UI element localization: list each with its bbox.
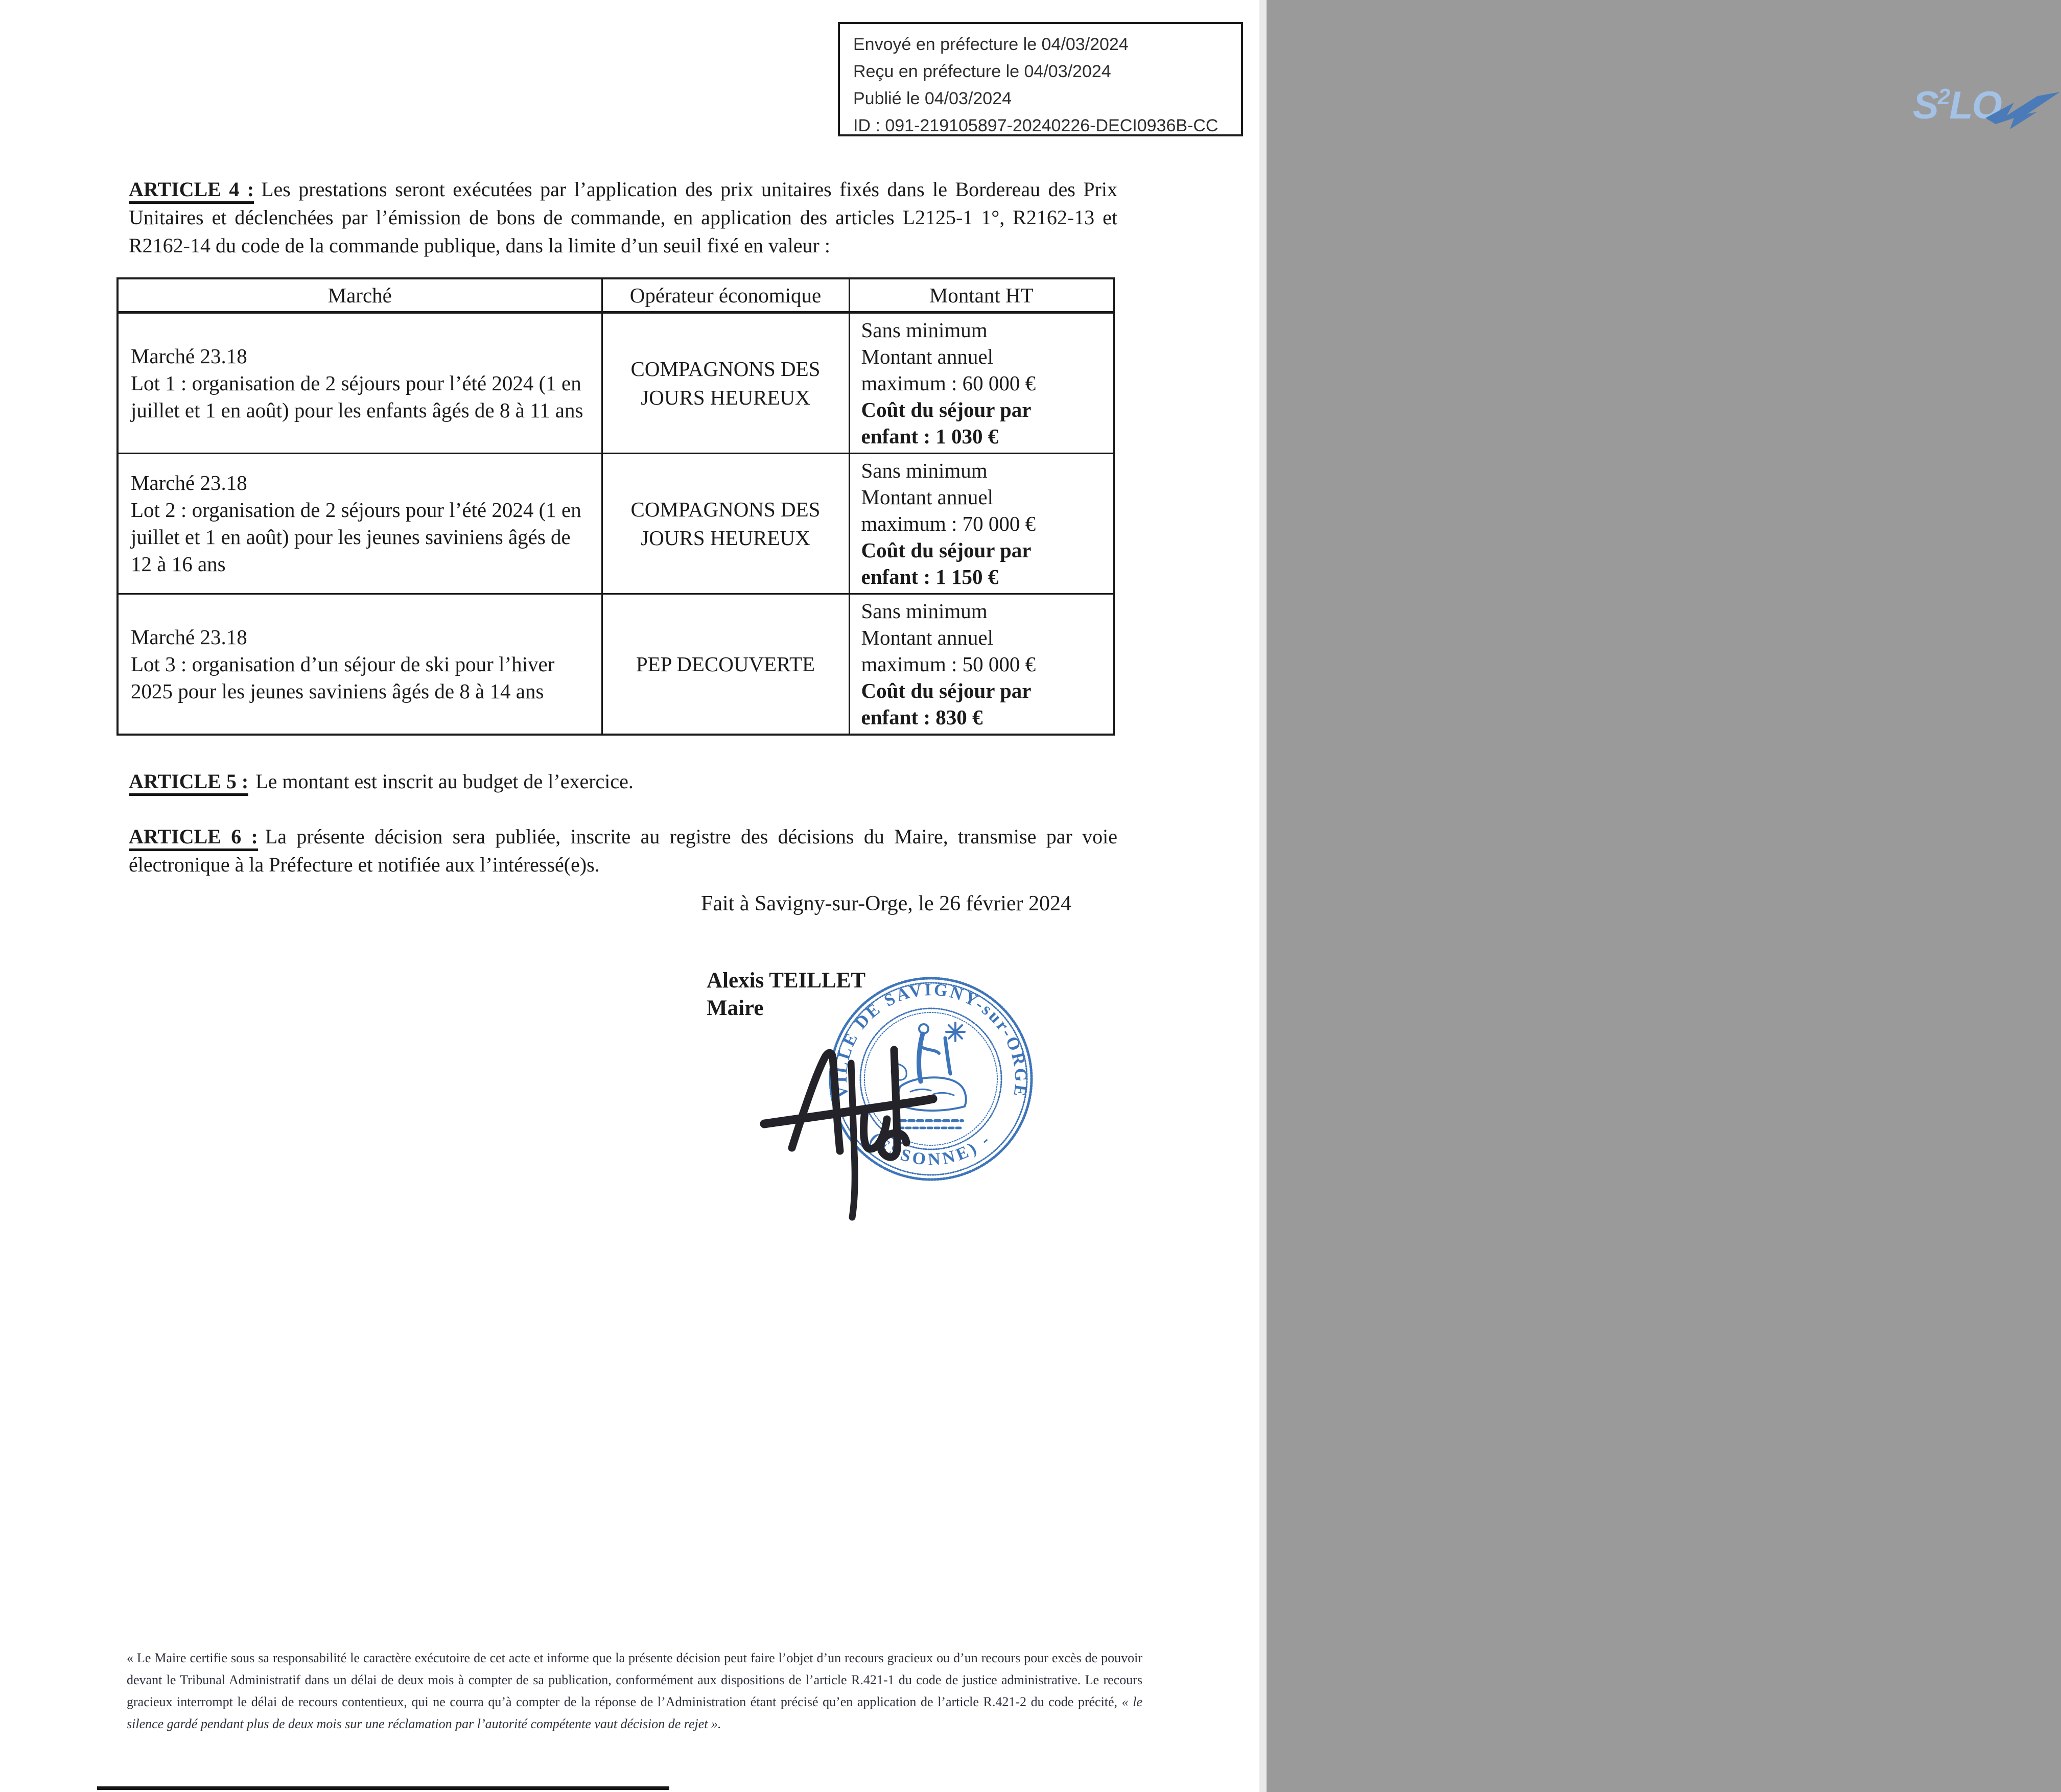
montant-line: maximum : 70 000 €: [861, 512, 1036, 535]
place-date-line: Fait à Savigny-sur-Orge, le 26 février 2024: [701, 892, 1072, 915]
table-row: [118, 313, 1114, 454]
montant-line-bold: enfant : 1 030 €: [861, 425, 999, 448]
marche-desc: Lot 3 : organisation d’un séjour de ski pour l’hiver 2025 pour les jeunes saviniens âgés de 8 à 14 ans: [131, 652, 555, 703]
signature: [760, 1014, 936, 1221]
table-row: [118, 594, 1114, 735]
scan-artifact-line: [97, 1786, 669, 1790]
article-5-label: ARTICLE 5 :: [129, 770, 248, 796]
article-4: [129, 175, 1117, 260]
article-5-text: Le montant est inscrit au budget de l’exercice.: [255, 770, 634, 793]
marche-desc: Lot 1 : organisation de 2 séjours pour l’été 2024 (1 en juillet et 1 en août) pour les enfants âgés de 8 à 11 ans: [131, 371, 583, 422]
seal-ring-text-bottom: (ESSONNE) -: [866, 1129, 996, 1170]
article-4-text: Les prestations seront exécutées par l’application des prix unitaires fixés dans le Bordereau des Prix Unitaires et déclenchées par l’émission de bons de commande, en application des articles L2125-1 1°, R2162-13 et R2162-14 du code de la commande publique, dans la limite d’un seuil fixé en valeur :: [129, 178, 1117, 257]
scan-artifact-edge: [1259, 0, 1267, 1792]
operator-cell: COMPAGNONS DES JOURS HEUREUX: [602, 313, 849, 454]
legal-notice-quote: « le silence gardé pendant plus de deux mois sur une réclamation par l’autorité compétente vaut décision de rejet ».: [127, 1694, 1143, 1731]
article-4-label: ARTICLE 4 :: [129, 178, 254, 204]
article-6-text: La présente décision sera publiée, inscrite au registre des décisions du Maire, transmise par voie électronique à la Préfecture et notifiée aux l’intéressé(e)s.: [129, 825, 1117, 876]
s2lo-swoosh-icon: [1984, 91, 2061, 135]
article-5: [129, 767, 1117, 795]
montant-line-bold: Coût du séjour par: [861, 679, 1032, 702]
seal-ring-text-top: VILLE DE SAVIGNY-sur-ORGE: [831, 980, 1030, 1100]
market-table: [116, 277, 1115, 736]
montant-line: Sans minimum: [861, 459, 988, 482]
header-marche: Marché: [118, 278, 602, 313]
stamp-line-id: ID : 091-219105897-20240226-DECI0936B-CC: [853, 116, 1219, 135]
stamp-line-sent: Envoyé en préfecture le 04/03/2024: [853, 35, 1129, 54]
signatory-name: Alexis TEILLET: [707, 969, 866, 993]
legal-notice: [127, 1647, 1142, 1735]
montant-line: Sans minimum: [861, 599, 988, 623]
montant-line-bold: enfant : 830 €: [861, 705, 983, 729]
header-operateur: Opérateur économique: [602, 278, 849, 313]
s2lo-logo: [1913, 83, 2001, 127]
stamp-line-published: Publié le 04/03/2024: [853, 89, 1012, 108]
montant-line-bold: enfant : 1 150 €: [861, 565, 999, 588]
montant-line: Montant annuel: [861, 626, 993, 649]
legal-notice-text: « Le Maire certifie sous sa responsabilité le caractère exécutoire de cet acte et informe que la présente décision peut faire l’objet d’un recours gracieux ou d’un recours pour excès de pouvoir devant le Tribunal Administratif dans un délai de deux mois à compter de sa publication, conformément aux dispositions de l’article R.421-1 du code de justice administrative. Le recours gracieux interrompt le délai de recours contentieux, qui ne courra qu’à compter de la réponse de l’Administration étant précisé qu’en application de l’article R.421-2 du code précité,: [127, 1650, 1142, 1709]
marche-desc: Lot 2 : organisation de 2 séjours pour l’été 2024 (1 en juillet et 1 en août) pour les jeunes saviniens âgés de 12 à 16 ans: [131, 498, 581, 576]
operator-cell: PEP DECOUVERTE: [602, 594, 849, 735]
marche-code: Marché 23.18: [131, 344, 247, 368]
marche-code: Marché 23.18: [131, 471, 247, 494]
signatory-title: Maire: [707, 996, 764, 1020]
s2lo-logo-text: $S^2LO$: [1913, 84, 2001, 127]
marche-code: Marché 23.18: [131, 625, 247, 649]
article-6: [129, 822, 1117, 879]
table-row: [118, 454, 1114, 594]
montant-line-bold: Coût du séjour par: [861, 398, 1032, 421]
montant-line: Montant annuel: [861, 345, 993, 368]
table-header-row: [118, 278, 1114, 313]
montant-line: Sans minimum: [861, 318, 988, 342]
stamp-line-received: Reçu en préfecture le 04/03/2024: [853, 62, 1111, 81]
montant-line: maximum : 50 000 €: [861, 652, 1036, 676]
montant-line: Montant annuel: [861, 485, 993, 509]
montant-line-bold: Coût du séjour par: [861, 538, 1032, 562]
montant-line: maximum : 60 000 €: [861, 371, 1036, 395]
operator-cell: COMPAGNONS DES JOURS HEUREUX: [602, 454, 849, 594]
header-montant: Montant HT: [849, 278, 1114, 313]
prefecture-stamp-box: [838, 22, 2001, 136]
article-6-label: ARTICLE 6 :: [129, 825, 258, 851]
